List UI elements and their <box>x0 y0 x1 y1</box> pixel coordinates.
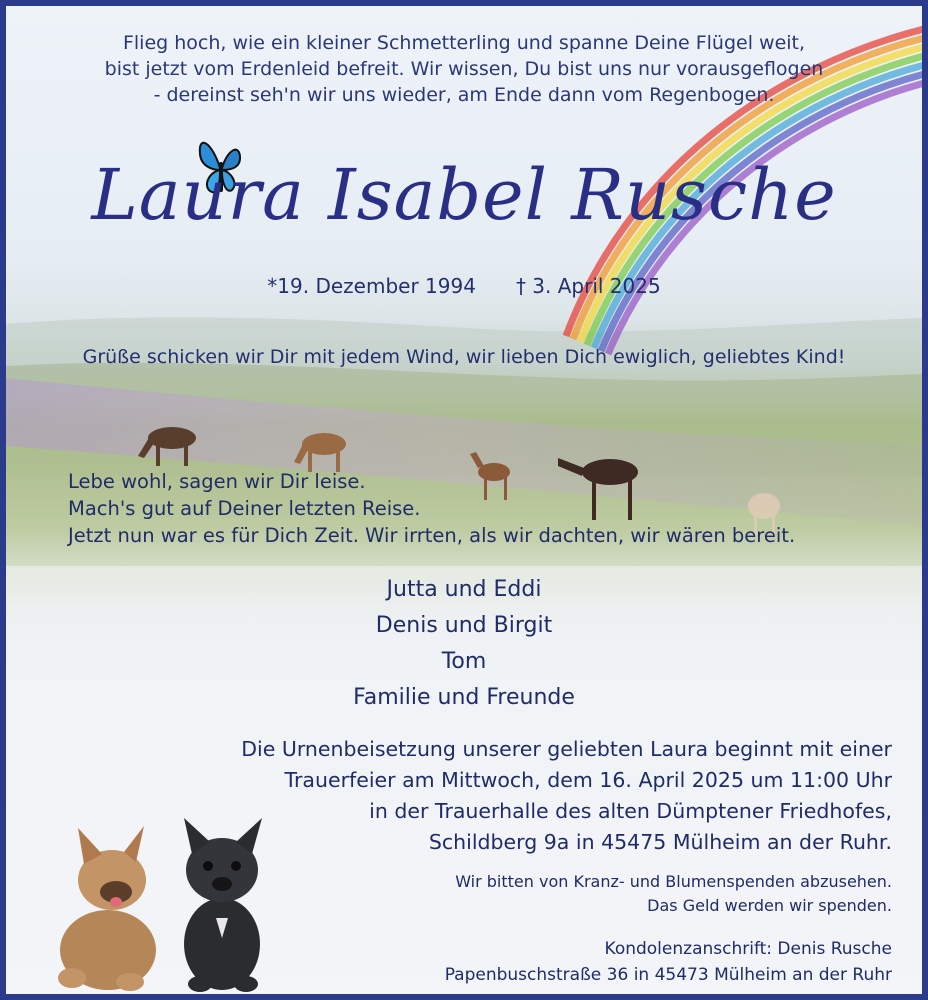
verse-line: bist jetzt vom Erdenleid befreit. Wir wissen, Du bist uns nur vorausgeflogen <box>104 58 824 80</box>
service-line: Die Urnenbeisetzung unserer geliebten Laura beginnt mit einer <box>241 737 892 761</box>
condolence-address <box>445 936 892 988</box>
farewell-poem <box>68 468 795 549</box>
death-date: † 3. April 2025 <box>515 274 661 298</box>
opening-verse <box>6 30 922 108</box>
request-line: Das Geld werden wir spenden. <box>647 896 892 915</box>
fawn-dog <box>58 826 156 991</box>
mourner: Denis und Birgit <box>375 613 553 638</box>
deceased-name: Laura Isabel Rusche <box>91 154 837 236</box>
poem-line: Lebe wohl, sagen wir Dir leise. <box>68 470 366 493</box>
french-bulldogs-image <box>50 818 280 994</box>
service-line: Trauerfeier am Mittwoch, dem 16. April 2025 um 11:00 Uhr <box>284 768 892 792</box>
request-line: Wir bitten von Kranz- und Blumenspenden abzusehen. <box>455 872 892 891</box>
service-line: Schildberg 9a in 45475 Mülheim an der Ruhr. <box>428 830 892 854</box>
poem-line: Jetzt nun war es für Dich Zeit. Wir irrten, als wir dachten, wir wären bereit. <box>68 524 796 547</box>
mourner: Tom <box>441 649 487 674</box>
address-line: Kondolenzanschrift: Denis Rusche <box>604 939 892 959</box>
black-dog <box>184 818 262 992</box>
verse-line: Flieg hoch, wie ein kleiner Schmetterling und spanne Deine Flügel weit, <box>122 32 806 54</box>
verse-line: - dereinst seh'n wir uns wieder, am Ende dann vom Regenbogen. <box>153 84 775 106</box>
service-details <box>241 734 892 858</box>
address-line: Papenbuschstraße 36 in 45473 Mülheim an der Ruhr <box>444 965 892 985</box>
mourner: Familie und Freunde <box>353 685 575 710</box>
service-line: in der Trauerhalle des alten Dümptener Friedhofes, <box>369 799 892 823</box>
mourner: Jutta und Eddi <box>386 577 542 602</box>
greeting-line: Grüße schicken wir Dir mit jedem Wind, wir lieben Dich ewiglich, geliebtes Kind! <box>82 346 846 368</box>
poem-line: Mach's gut auf Deiner letzten Reise. <box>68 497 421 520</box>
mourners-list <box>6 572 922 716</box>
life-dates <box>6 274 922 298</box>
donation-request <box>455 870 892 918</box>
birth-date: *19. Dezember 1994 <box>267 274 476 298</box>
